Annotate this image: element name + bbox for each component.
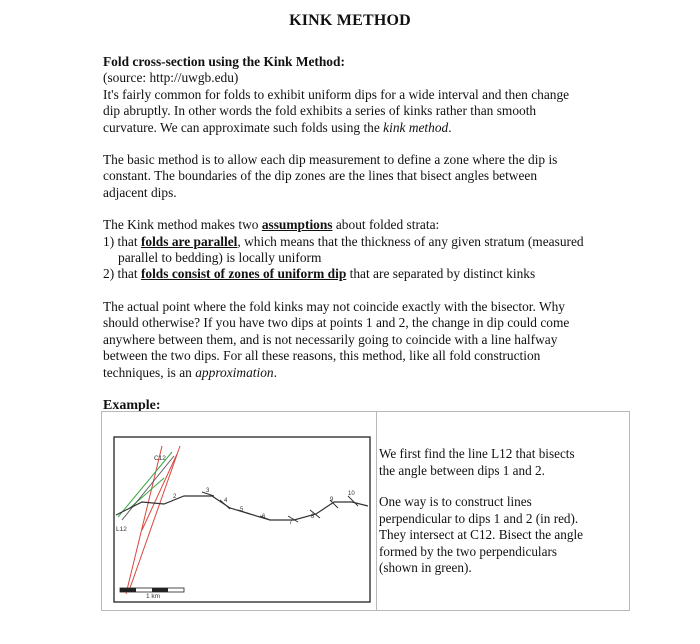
dip-label-5: 5 bbox=[240, 507, 244, 513]
assumption-1-continued: parallel to bedding) is locally uniform bbox=[118, 250, 322, 266]
approximation-term: approximation bbox=[195, 364, 274, 380]
perpendicular-line-1 bbox=[126, 446, 162, 594]
bisector-l12 bbox=[122, 456, 174, 520]
assumption-2-keyword: folds consist of zones of uniform dip bbox=[140, 266, 347, 282]
assumption-1-text: , which means that the thickness of any given stratum (measured bbox=[237, 233, 584, 249]
page-title: KINK METHOD bbox=[289, 12, 411, 29]
assumption-2-prefix: 2) that bbox=[103, 266, 141, 282]
kink-figure bbox=[102, 412, 376, 610]
scale-bar-seg-2 bbox=[152, 588, 168, 592]
perpendicular-line-3 bbox=[142, 454, 177, 530]
dip-label-2: 2 bbox=[173, 494, 177, 500]
scale-bar-seg-1 bbox=[120, 588, 136, 592]
explanation-2-line-3: They intersect at C12. Bisect the angle bbox=[379, 527, 583, 542]
scale-label: 1 km bbox=[146, 593, 161, 600]
bisector-line-3: anywhere between them, and is not necessarily going to coincide with a line halfway bbox=[103, 331, 558, 347]
bisector-line-1: The actual point where the fold kinks may not coincide exactly with the bisector. Why bbox=[103, 298, 565, 314]
dip-label-10: 10 bbox=[348, 491, 355, 497]
source-line: (source: http://uwgb.edu) bbox=[103, 70, 239, 86]
example-explanation bbox=[379, 446, 625, 592]
intro-line-3-text: curvature. We can approximate such folds using the bbox=[103, 119, 384, 135]
bisector-line-2: should otherwise? If you have two dips at points 1 and 2, the change in dip could come bbox=[103, 315, 570, 331]
explanation-2-line-5: (shown in green). bbox=[379, 560, 472, 575]
dip-tick-10 bbox=[348, 496, 358, 506]
example-table bbox=[101, 411, 630, 611]
intro-line-2: dip abruptly. In other words the fold exhibits a series of kinks rather than smooth bbox=[103, 103, 537, 119]
basic-line-1: The basic method is to allow each dip measurement to define a zone where the dip is bbox=[103, 152, 558, 168]
bisector-line-5-text: techniques, is an bbox=[103, 364, 196, 380]
intro-paragraph bbox=[103, 54, 608, 136]
label-l12: L12 bbox=[116, 526, 127, 533]
assumptions-line bbox=[103, 217, 608, 233]
explanation-1-line-2: the angle between dips 1 and 2. bbox=[379, 462, 545, 478]
perpendicular-line-2 bbox=[130, 446, 180, 588]
label-c12: C12 bbox=[154, 455, 166, 462]
assumption-2 bbox=[103, 266, 608, 282]
explanation-1-line-1: We first find the line L12 that bisects bbox=[379, 446, 575, 461]
basic-paragraph bbox=[103, 152, 608, 201]
bisector-line-5 bbox=[103, 365, 608, 381]
example-heading: Example: bbox=[103, 398, 161, 413]
dip-label-3: 3 bbox=[206, 488, 210, 494]
intro-line-3-end: . bbox=[448, 119, 452, 135]
kink-method-term: kink method bbox=[383, 119, 449, 135]
bisector-paragraph bbox=[103, 299, 608, 381]
dip-label-4: 4 bbox=[224, 498, 228, 504]
intro-line-1: It's fairly common for folds to exhibit uniform dips for a wide interval and then change bbox=[103, 86, 570, 102]
dip-label-9: 9 bbox=[330, 497, 334, 503]
basic-line-3: adjacent dips. bbox=[103, 184, 177, 200]
explanation-2-line-2: perpendicular to dips 1 and 2 (in red). bbox=[379, 510, 579, 526]
figure-frame bbox=[114, 437, 370, 602]
assumptions-text: The Kink method makes two bbox=[103, 217, 262, 233]
assumptions-keyword: assumptions bbox=[261, 217, 333, 233]
explanation-paragraph-2 bbox=[379, 494, 625, 577]
intro-heading: Fold cross-section using the Kink Method: bbox=[103, 54, 345, 69]
explanation-paragraph-1 bbox=[379, 446, 625, 479]
kink-figure-cell bbox=[102, 412, 377, 610]
assumption-1 bbox=[103, 234, 608, 250]
assumptions-paragraph bbox=[103, 217, 608, 283]
assumption-2-text: that are separated by distinct kinks bbox=[346, 266, 536, 282]
dip-label-7: 7 bbox=[289, 520, 293, 526]
assumptions-text-end: about folded strata: bbox=[332, 217, 440, 233]
explanation-2-line-4: formed by the two perpendiculars bbox=[379, 543, 557, 559]
intro-line-3 bbox=[103, 120, 608, 136]
dip-label-6: 6 bbox=[262, 514, 266, 520]
dip-label-8: 8 bbox=[311, 514, 315, 520]
document-body bbox=[103, 54, 608, 397]
assumption-1-prefix: 1) that bbox=[103, 233, 141, 249]
bisector-line-4: between the two dips. For all these reasons, this method, like all fold construction bbox=[103, 348, 541, 364]
bisector-line-5-end: . bbox=[273, 364, 277, 380]
explanation-2-line-1: One way is to construct lines bbox=[379, 494, 532, 509]
basic-line-2: constant. The boundaries of the dip zones are the lines that bisect angles between bbox=[103, 168, 538, 184]
assumption-1-keyword: folds are parallel bbox=[140, 233, 238, 249]
